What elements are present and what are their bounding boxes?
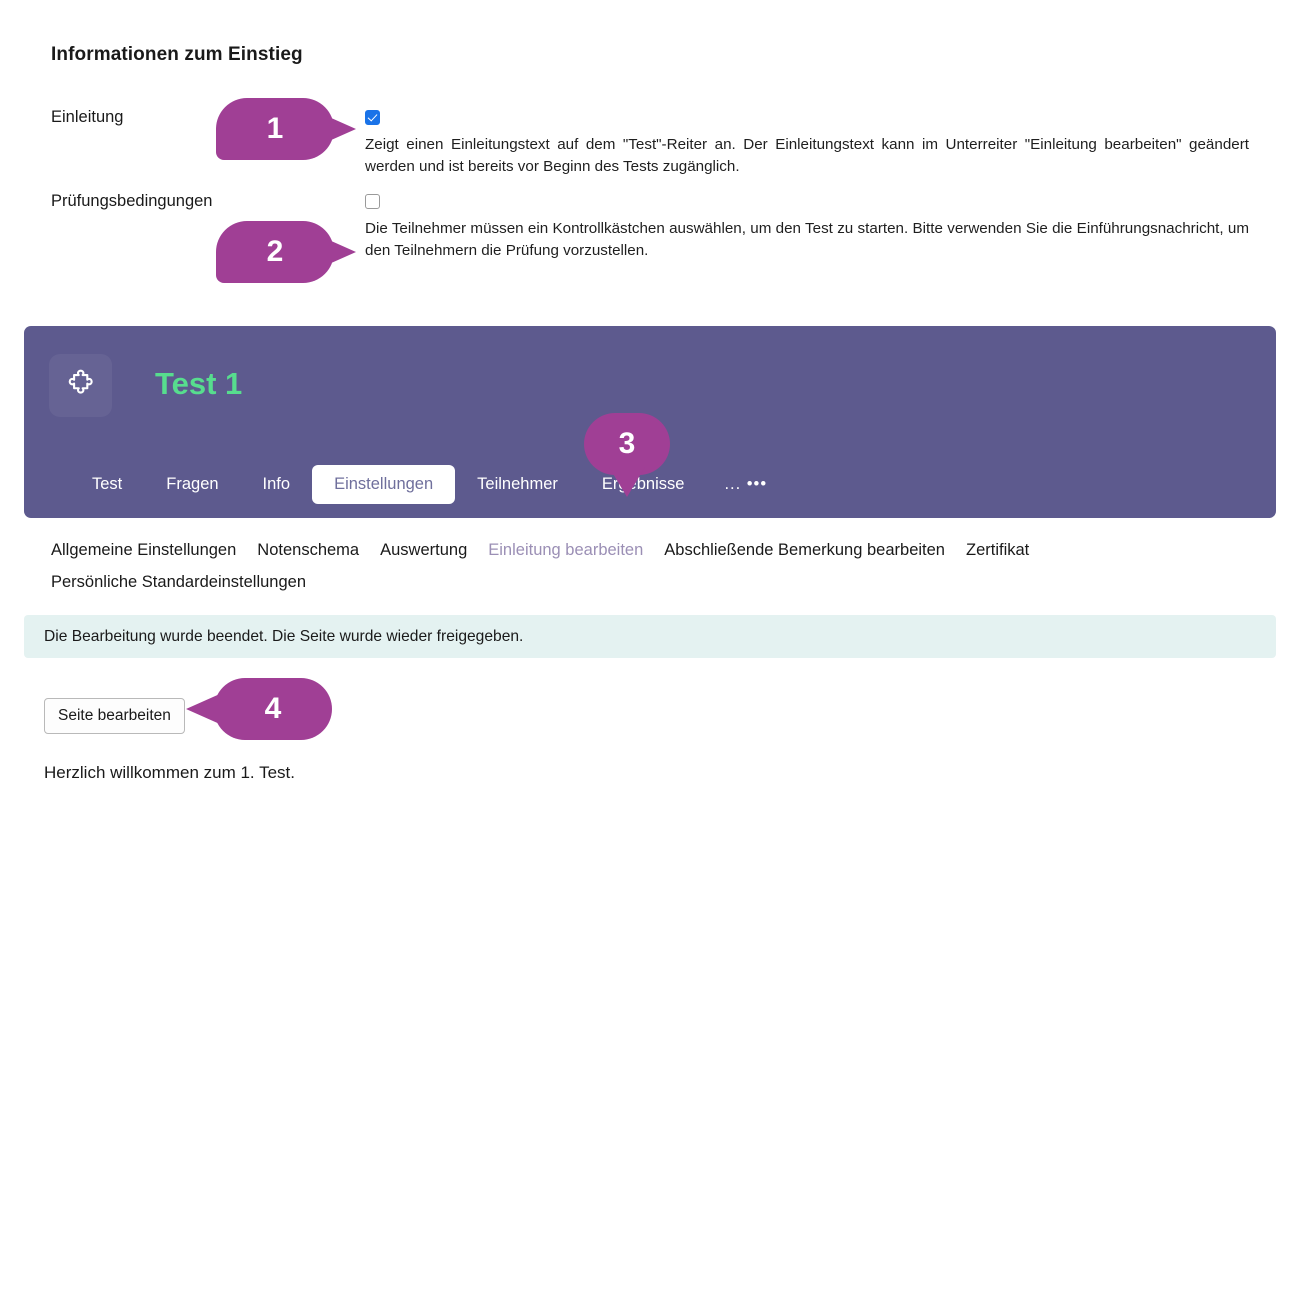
pruefungsbedingungen-checkbox[interactable] — [365, 194, 380, 209]
tab-info[interactable]: Info — [262, 475, 291, 493]
callout-number: 2 — [266, 235, 284, 268]
callout-marker-4 — [214, 678, 332, 740]
subnav-item-allgemeine-einstellungen[interactable]: Allgemeine Einstellungen — [51, 541, 237, 559]
callout-marker-3 — [584, 413, 670, 475]
tab-ergebnisse[interactable]: Ergebnisse — [601, 475, 685, 493]
tab-teilnehmer[interactable]: Teilnehmer — [477, 475, 558, 493]
subnav-item-zertifikat[interactable]: Zertifikat — [965, 541, 1030, 559]
tab-more-icon[interactable]: ... ••• — [724, 475, 768, 493]
einleitung-checkbox[interactable] — [365, 110, 380, 125]
subnav-item-auswertung[interactable]: Auswertung — [380, 541, 468, 559]
tab-test[interactable]: Test — [92, 475, 123, 493]
callout-number: 4 — [264, 692, 282, 725]
page-title: Informationen zum Einstieg — [51, 44, 303, 65]
subnav-item-einleitung-bearbeiten[interactable]: Einleitung bearbeiten — [488, 541, 644, 559]
subnav-item-abschliessende-bemerkung[interactable]: Abschließende Bemerkung bearbeiten — [664, 541, 945, 559]
app-title: Test 1 — [155, 366, 243, 401]
subnav-item-persoenliche-standardeinstellungen[interactable]: Persönliche Standardeinstellungen — [51, 573, 307, 592]
setting-field — [365, 192, 1250, 262]
sub-navigation — [51, 534, 1251, 598]
subnav-item-notenschema[interactable]: Notenschema — [257, 541, 360, 559]
setting-description: Die Teilnehmer müssen ein Kontrollkästchen auswählen, um den Test zu starten. Bitte verwenden Sie die Einführungsnachricht, um den Teilnehmern die Prüfung vorzustellen. — [365, 220, 1249, 260]
setting-label: Einleitung — [51, 108, 124, 126]
callout-marker-1 — [216, 98, 334, 160]
setting-label: Prüfungsbedingungen — [51, 192, 213, 210]
status-banner: Die Bearbeitung wurde beendet. Die Seite wurde wieder freigegeben. — [24, 615, 1276, 658]
callout-marker-2 — [216, 221, 334, 283]
tab-einstellungen[interactable]: Einstellungen — [312, 465, 455, 504]
tab-bar — [70, 465, 789, 504]
welcome-text: Herzlich willkommen zum 1. Test. — [44, 763, 295, 782]
tab-fragen[interactable]: Fragen — [166, 475, 219, 493]
setting-description: Zeigt einen Einleitungstext auf dem "Test"-Reiter an. Der Einleitungstext kann im Unterreiter "Einleitung bearbeiten" geändert werden und ist bereits vor Beginn des Tests zugänglich. — [365, 136, 1249, 176]
puzzle-piece-icon — [49, 354, 112, 417]
edit-page-button[interactable]: Seite bearbeiten — [44, 698, 185, 734]
callout-number: 3 — [618, 427, 636, 460]
setting-field — [365, 108, 1250, 178]
callout-number: 1 — [266, 112, 284, 145]
